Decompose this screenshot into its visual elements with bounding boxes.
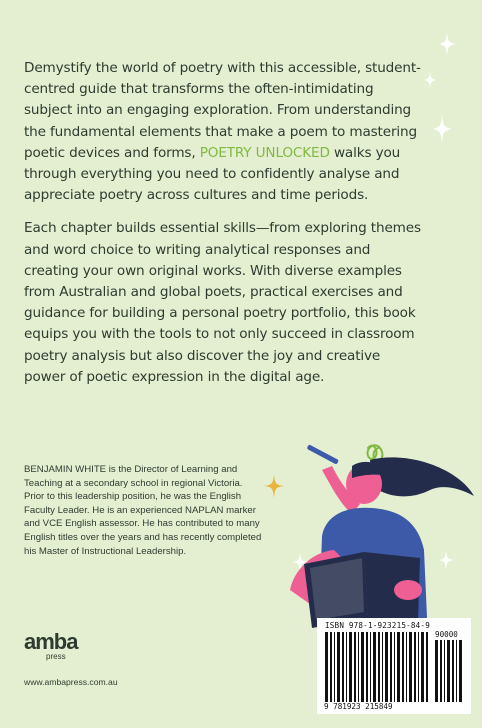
publisher-website: www.ambapress.com.au xyxy=(24,677,118,687)
sparkle-icon xyxy=(432,115,452,143)
barcode-addon-bars xyxy=(435,640,465,702)
barcode xyxy=(317,618,471,714)
back-cover-blurb xyxy=(24,58,424,400)
blurb-paragraph-2: Each chapter builds essential skills—from exploring themes and word choice to writing analytical responses and creating your own original works. With diverse examples from Australian and global poets, practical exercises and guidance for building a personal poetry portfolio, this book equips you with the tools to not only succeed in classroom poetry analysis but also discover the joy and creative power of poetic expression in the digital age. xyxy=(24,220,421,385)
author-bio: BENJAMIN WHITE is the Director of Learning and Teaching at a secondary school in regional Victoria. Prior to this leadership position, he was the English Faculty Leader. He is an experienced NAPLAN marker and VCE English assessor. He has contributed to many English titles over the years and has recently completed his Master of Instructional Leadership. xyxy=(24,464,262,557)
barcode-bars xyxy=(325,632,431,702)
isbn-digits: 9 781923 215849 xyxy=(324,702,393,711)
reading-woman-illustration xyxy=(260,440,482,640)
sparkle-icon xyxy=(439,32,455,56)
barcode-addon: 90000 xyxy=(435,630,458,639)
sparkle-icon xyxy=(424,71,436,89)
blurb-paragraph-1: Demystify the world of poetry with this accessible, student-centred guide that transforms the often-intimidating subject into an engaging exploration. From understanding the fundamental elements that make a poem to mastering poetic devices and forms, POETRY UNLOCKED walks you through everything you need to confidently analyse and appreciate poetry across cultures and time periods. xyxy=(24,60,421,204)
isbn-label: ISBN 978-1-923215-84-9 xyxy=(325,621,430,630)
logo-word: amba xyxy=(24,629,78,654)
logo-sub: press xyxy=(46,652,66,661)
amba-press-logo xyxy=(24,631,94,661)
book-title-highlight: POETRY UNLOCKED xyxy=(199,144,330,161)
